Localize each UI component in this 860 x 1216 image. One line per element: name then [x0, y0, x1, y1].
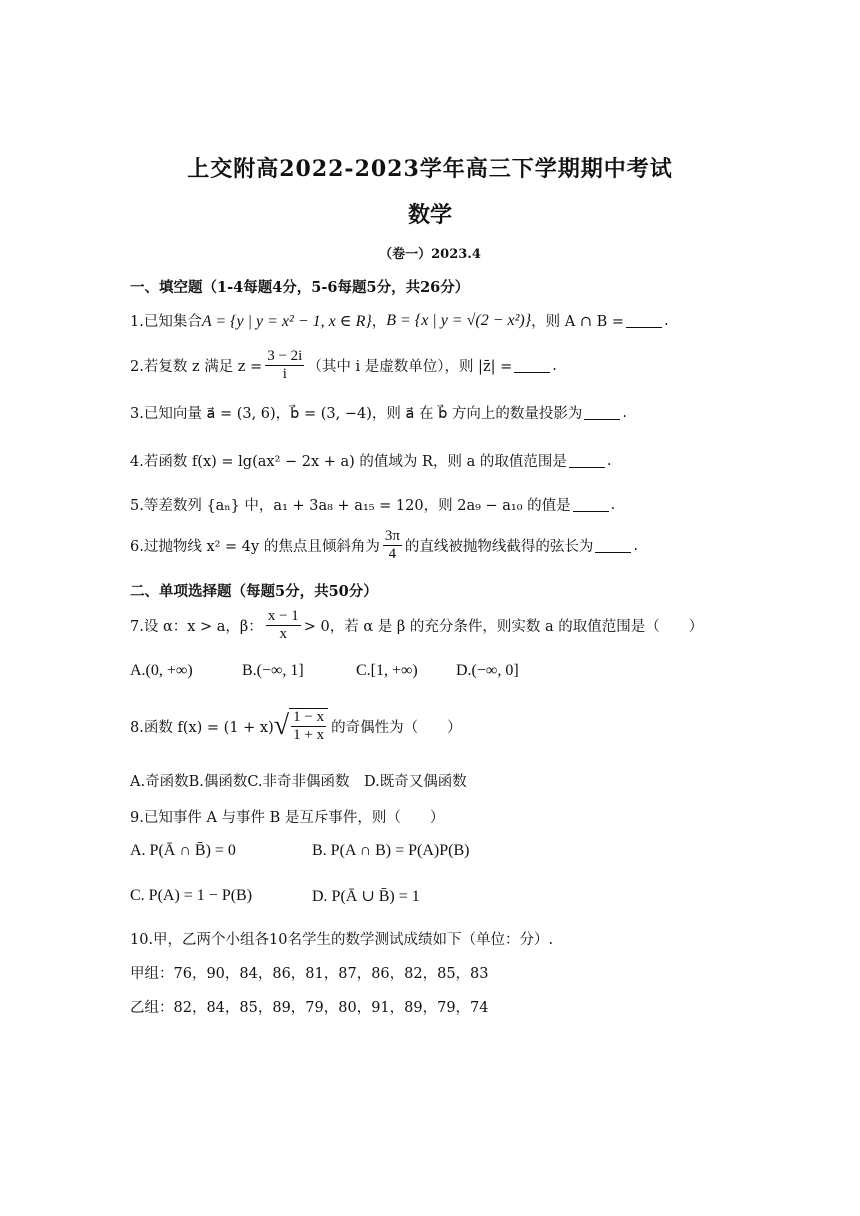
q10-group-a	[130, 962, 489, 983]
q8-numerator: 1 − x	[291, 709, 326, 727]
q6-end: .	[633, 537, 639, 554]
q10-group-b-scores: 乙组：82，84，85，89，79，80，91，89，79，74	[130, 1000, 489, 1016]
q2-answer-blank[interactable]	[514, 371, 550, 373]
q2-numerator: 3 − 2i	[265, 348, 304, 366]
q7-prefix: 7.设 α：x > a，β：	[130, 619, 263, 636]
question-3	[130, 402, 627, 423]
exam-title: 上交附高2022-2023学年高三下学期期中考试	[187, 156, 673, 182]
q6-fraction	[383, 528, 402, 564]
q3-text: 3.已知向量 a⃗ = (3, 6)，b⃗ = (3, −4)，则 a⃗ 在 b⃗ 方向上的数量投影为	[130, 406, 583, 422]
question-4	[130, 450, 611, 471]
q10-group-a-scores: 甲组：76，90，84，86，81，87，86，82，85，83	[130, 966, 489, 982]
q7-fraction	[266, 608, 301, 644]
q1-end: .	[664, 312, 669, 329]
q5-answer-blank[interactable]	[573, 510, 609, 512]
q1-suffix: ，则 A ∩ B =	[531, 314, 625, 330]
question-6	[130, 528, 638, 564]
q3-end: .	[622, 404, 628, 421]
exam-subject: 数学	[407, 202, 452, 228]
q7-denominator: x	[279, 626, 288, 643]
q8-prefix: 8.函数 f(x) = (1 + x)	[130, 719, 274, 736]
question-7	[130, 608, 703, 644]
section-fill-in-heading: 一、填空题（1-4每题4分，5-6每题5分，共26分）	[130, 279, 470, 296]
q8-suffix: 的奇偶性为（ ）	[331, 719, 462, 736]
question-1	[130, 310, 669, 331]
q1-answer-blank[interactable]	[626, 326, 662, 328]
q9-option-b[interactable]: B. P(A ∩ B) = P(A)P(B)	[312, 842, 470, 859]
q10-text: 10.甲，乙两个小组各10名学生的数学测试成绩如下（单位：分）.	[130, 932, 554, 948]
q7-option-d[interactable]: D.(−∞, 0]	[456, 662, 519, 679]
q2-fraction	[265, 348, 304, 384]
question-10	[130, 928, 553, 949]
question-8	[130, 708, 462, 745]
q6-answer-blank[interactable]	[595, 551, 631, 553]
exam-volume-date: （卷一）2023.4	[379, 247, 481, 262]
q6-denominator: 4	[388, 546, 397, 563]
q4-end: .	[606, 452, 612, 469]
q1-set-a: A = {y | y = x² − 1, x ∈ R}	[201, 312, 372, 330]
question-9	[130, 806, 444, 827]
q5-text: 5.等差数列 {aₙ} 中，a₁ + 3a₈ + a₁₅ = 120，则 2a₉ − a₁₀ 的值是	[130, 498, 571, 514]
q7-suffix: > 0，若 α 是 β 的充分条件，则实数 a 的取值范围是（ ）	[303, 619, 704, 636]
question-2	[130, 348, 557, 384]
q5-end: .	[610, 496, 616, 513]
q2-prefix: 2.若复数 z 满足 z =	[130, 359, 263, 376]
q8-options	[130, 770, 467, 791]
q7-option-a[interactable]: A.(0, +∞)	[130, 662, 193, 679]
q4-answer-blank[interactable]	[569, 466, 605, 468]
q10-group-b	[130, 996, 489, 1017]
q1-separator: ，	[371, 314, 387, 330]
q2-denominator: i	[282, 366, 287, 383]
q9-option-c[interactable]: C. P(A) = 1 − P(B)	[130, 887, 253, 904]
q7-options	[130, 662, 519, 680]
q6-numerator: 3π	[383, 528, 402, 546]
q6-prefix: 6.过抛物线 x² = 4y 的焦点且倾斜角为	[130, 539, 380, 556]
q2-suffix: （其中 i 是虚数单位），则 |z̄| =	[307, 359, 513, 376]
q8-fraction	[289, 708, 328, 745]
question-5	[130, 494, 615, 515]
q8-denominator: 1 + x	[293, 727, 325, 744]
q1-set-b: B = {x | y = √(2 − x²)}	[386, 311, 532, 329]
q9-option-a[interactable]: A. P(Ā ∩ B̄) = 0	[130, 842, 236, 859]
q7-numerator: x − 1	[266, 608, 301, 626]
q3-answer-blank[interactable]	[584, 418, 620, 420]
q9-option-d[interactable]: D. P(Ā ∪ B̄) = 1	[312, 888, 420, 905]
q8-options-text[interactable]: A.奇函数B.偶函数C.非奇非偶函数 D.既奇又偶函数	[130, 774, 467, 790]
section-choice-heading: 二、单项选择题（每题5分，共50分）	[130, 583, 378, 600]
q7-option-b[interactable]: B.(−∞, 1]	[242, 662, 304, 679]
q1-prefix: 1.已知集合	[130, 314, 202, 330]
q7-option-c[interactable]: C.[1, +∞)	[356, 662, 418, 679]
q8-radical-icon: √	[273, 710, 290, 742]
q9-options-row-1	[130, 842, 469, 860]
q6-suffix: 的直线被抛物线截得的弦长为	[404, 539, 594, 556]
q2-end: .	[552, 357, 557, 374]
q9-text: 9.已知事件 A 与事件 B 是互斥事件，则（ ）	[130, 810, 445, 826]
q4-text: 4.若函数 f(x) = lg(ax² − 2x + a) 的值域为 R，则 a 的取值范围是	[130, 454, 567, 470]
q9-options-row-2	[130, 886, 420, 906]
